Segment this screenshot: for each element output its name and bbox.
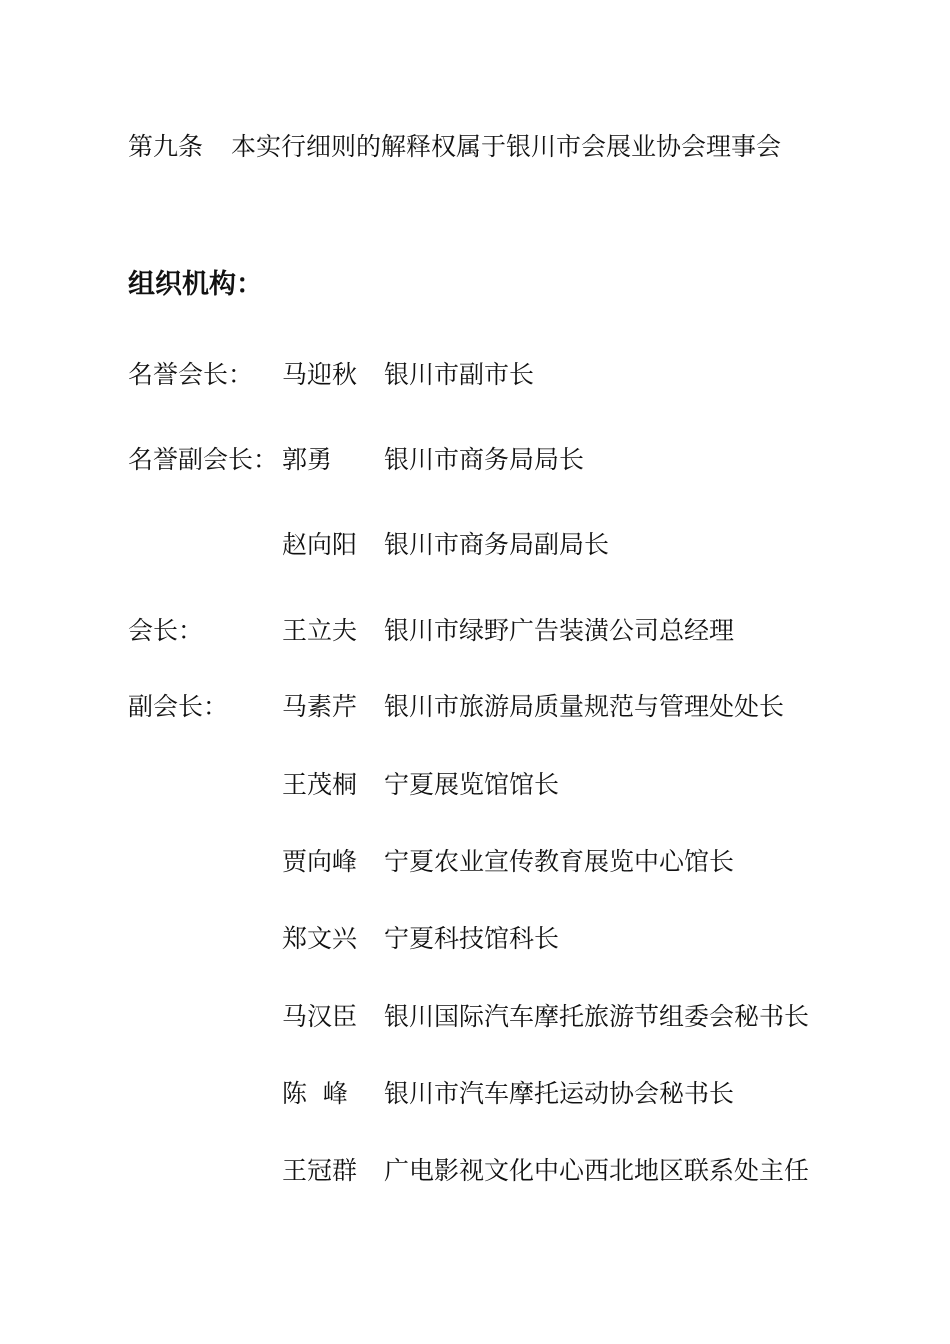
member-title: 银川市商务局副局长 (384, 530, 610, 559)
section-heading: 组织机构： (128, 269, 263, 300)
member-title: 银川国际汽车摩托旅游节组委会秘书长 (384, 1002, 810, 1031)
member-title: 银川市商务局局长 (384, 445, 585, 474)
member-name: 陈 峰 (282, 1079, 348, 1108)
member-name: 赵向阳 (282, 530, 358, 559)
member-title: 宁夏农业宣传教育展览中心馆长 (384, 847, 735, 876)
member-name: 郑文兴 (282, 924, 358, 953)
member-name: 马汉臣 (282, 1002, 358, 1031)
member-name: 郭勇 (282, 445, 333, 474)
member-title: 宁夏科技馆科长 (384, 924, 560, 953)
member-name: 王立夫 (282, 616, 358, 645)
member-name: 马迎秋 (282, 360, 358, 389)
article-number: 第九条 (128, 132, 204, 161)
member-name: 王茂桐 (282, 770, 358, 799)
member-title: 广电影视文化中心西北地区联系处主任 (384, 1156, 810, 1185)
member-name: 王冠群 (282, 1156, 358, 1185)
member-role: 名誉会长： (128, 360, 254, 389)
member-title: 银川市绿野广告装潢公司总经理 (384, 616, 735, 645)
member-name: 马素芹 (282, 692, 358, 721)
member-role: 会长： (128, 616, 204, 645)
member-title: 宁夏展览馆馆长 (384, 770, 560, 799)
member-name: 贾向峰 (282, 847, 358, 876)
member-role: 名誉副会长： (128, 445, 279, 474)
article-nine (128, 130, 781, 164)
member-title: 银川市汽车摩托运动协会秘书长 (384, 1079, 735, 1108)
article-text: 本实行细则的解释权属于银川市会展业协会理事会 (231, 132, 782, 161)
member-role: 副会长： (128, 692, 229, 721)
member-title: 银川市副市长 (384, 360, 535, 389)
member-title: 银川市旅游局质量规范与管理处处长 (384, 692, 785, 721)
